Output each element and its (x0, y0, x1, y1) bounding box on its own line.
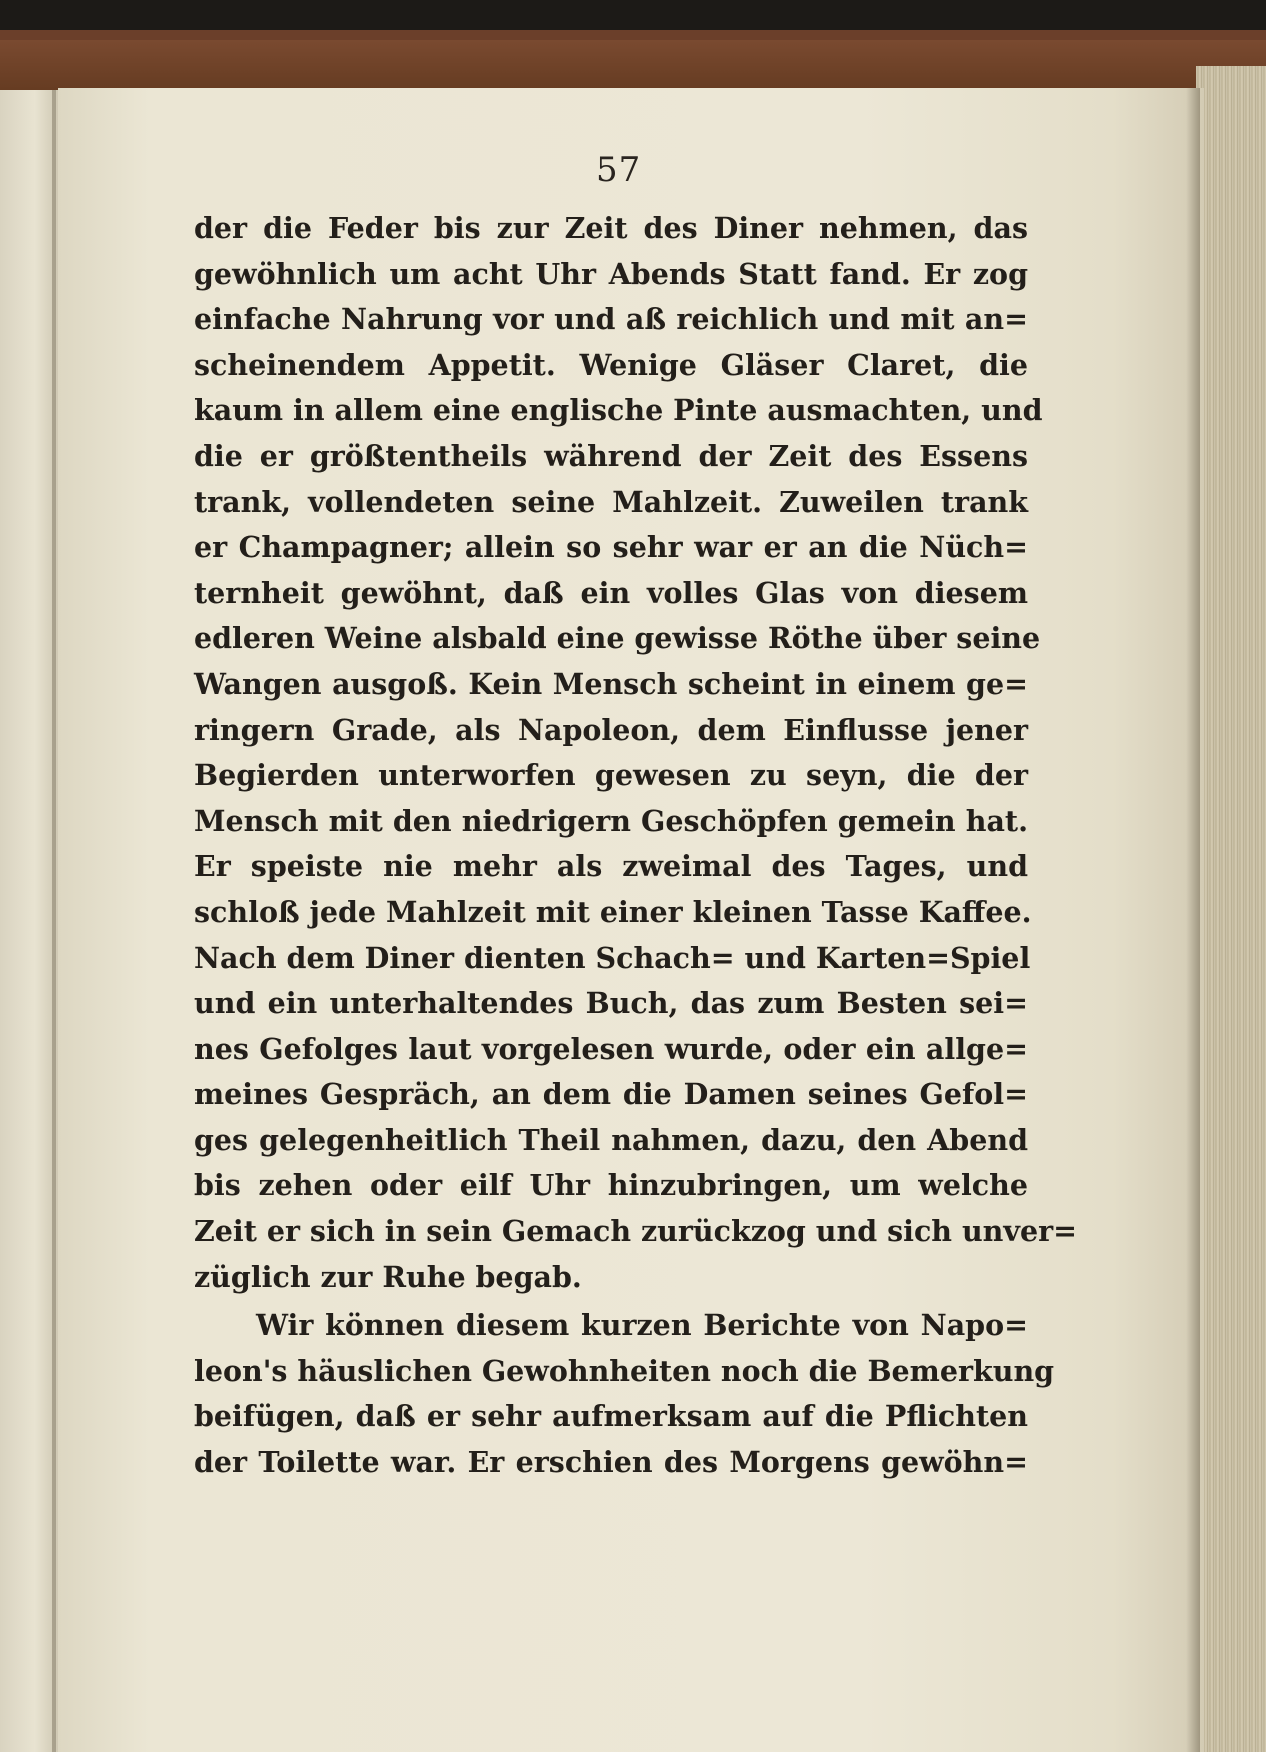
page-number: 57 (596, 150, 642, 190)
text-line: beifügen, daß er sehr aufmerksam auf die Pflichten (194, 1399, 1028, 1434)
text-line: und ein unterhaltendes Buch, das zum Besten sei= (194, 986, 1028, 1021)
text-line: nes Gefolges laut vorgelesen wurde, oder ein allge= (194, 1031, 1028, 1066)
text-line: kaum in allem eine englische Pinte ausmachten, und (194, 393, 1043, 428)
text-line: der die Feder bis zur Zeit des Diner nehmen, das (194, 211, 1028, 245)
text-line: trank, vollendeten seine Mahlzeit. Zuweilen trank (194, 484, 1028, 519)
text-line: bis zehen oder eilf Uhr hinzubringen, um welche (194, 1168, 1028, 1203)
text-line: Er speiste nie mehr als zweimal des Tages, und (194, 849, 1028, 884)
text-line: er Champagner; allein so sehr war er an die Nüch= (194, 530, 1028, 565)
text-line: züglich zur Ruhe begab. (194, 1259, 582, 1294)
text-line: ringern Grade, als Napoleon, dem Einflusse jener (194, 712, 1028, 747)
text-line: ges gelegenheitlich Theil nahmen, dazu, den Abend (194, 1122, 1028, 1157)
body-text (194, 206, 1077, 1486)
text-line: Zeit er sich in sein Gemach zurückzog und sich unver= (194, 1214, 1077, 1249)
text-line: der Toilette war. Er erschien des Morgens gewöhn= (194, 1445, 1028, 1480)
page-shadow (1186, 88, 1200, 1752)
text-line: Nach dem Diner dienten Schach= und Karten=Spiel (194, 940, 1031, 975)
text-line: Mensch mit den niedrigern Geschöpfen gemein hat. (194, 803, 1028, 838)
text-line: scheinendem Appetit. Wenige Gläser Claret, die (194, 347, 1028, 382)
text-line: leon's häuslichen Gewohnheiten noch die Bemerkung (194, 1353, 1055, 1388)
text-line: die er größtentheils während der Zeit des Essens (194, 438, 1028, 473)
left-page-edge (0, 90, 58, 1752)
book-gutter (52, 90, 56, 1752)
text-line: schloß jede Mahlzeit mit einer kleinen Tasse Kaffee. (194, 894, 1032, 929)
text-line: gewöhnlich um acht Uhr Abends Statt fand. Er zog (194, 256, 1028, 291)
page-fore-edge (1196, 66, 1266, 1752)
text-line: Wangen ausgoß. Kein Mensch scheint in einem ge= (194, 666, 1028, 701)
text-line: meines Gespräch, an dem die Damen seines Gefol= (194, 1077, 1028, 1112)
text-line: ternheit gewöhnt, daß ein volles Glas von diesem (194, 575, 1028, 610)
text-line: einfache Nahrung vor und aß reichlich und mit an= (194, 302, 1028, 337)
text-line: Wir können diesem kurzen Berichte von Napo= (256, 1308, 1028, 1343)
text-line: edleren Weine alsbald eine gewisse Röthe über seine (194, 621, 1041, 656)
text-line: Begierden unterworfen gewesen zu seyn, die der (194, 758, 1028, 793)
